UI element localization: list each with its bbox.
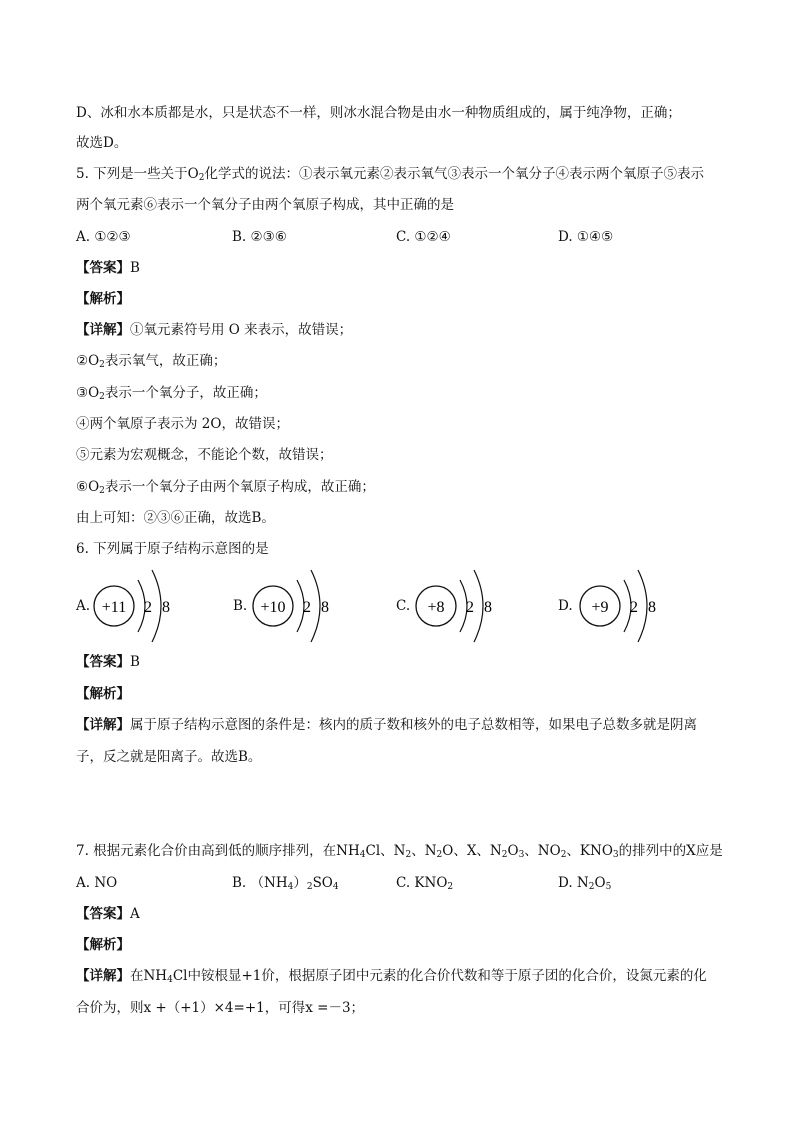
q5-detail-3: $③O_2$表示一个氧分子，故正确； xyxy=(76,385,267,402)
q6-atom-c-shell1: 2 xyxy=(466,599,474,616)
q6-atom-diagram-c xyxy=(410,566,510,648)
q7-detail-1: 【详解】在$NH_4Cl$中铵根显+1价，根据原子团中元素的化合价代数和等于原子团的化合价，设氮元素的化 xyxy=(76,968,707,985)
q6-answer: 【答案】B xyxy=(76,654,140,670)
q6-option-c-label: C. xyxy=(396,598,411,614)
q6-atom-b-nucleus: +10 xyxy=(260,599,286,616)
q5-option-a: A. ①②③ xyxy=(76,229,131,245)
q7-option-c: C. $KNO_2$ xyxy=(396,875,454,892)
q6-atom-d-nucleus: +9 xyxy=(591,599,609,616)
q6-atom-a-nucleus: +11 xyxy=(101,599,127,616)
q6-atom-c-nucleus: +8 xyxy=(427,599,445,616)
q7-option-b: B. $(NH_4)_2SO_4$ xyxy=(232,875,339,892)
q6-atom-d-shell1: 2 xyxy=(630,599,638,616)
q5-detail-5: ⑤元素为宏观概念，不能论个数，故错误； xyxy=(76,447,333,463)
prev-option-d-line: D、冰和水本质都是水，只是状态不一样，则冰水混合物是由水一种物质组成的，属于纯净物，正确； xyxy=(76,105,681,121)
q5-detail-7: 由上可知：②③⑥正确，故选B。 xyxy=(76,510,275,526)
q5-analysis-tag: 【解析】 xyxy=(76,291,130,307)
q5-answer: 【答案】B xyxy=(76,260,140,276)
q6-atom-diagram-a xyxy=(88,566,188,648)
q5-detail-6: $⑥O_2$表示一个氧分子由两个氧原子构成，故正确； xyxy=(76,479,375,496)
q6-atom-a-shell1: 2 xyxy=(144,599,152,616)
q6-option-d-label: D. xyxy=(558,598,573,614)
q6-atom-a-shell2: 8 xyxy=(162,599,170,616)
q6-detail-2: 子，反之就是阳离子。故选B。 xyxy=(76,749,262,765)
q5-detail-1: 【详解】①氧元素符号用 O 来表示，故错误； xyxy=(76,322,353,338)
q5-stem-line2: 两个氧元素⑥表示一个氧分子由两个氧原子构成，其中正确的是 xyxy=(76,197,454,213)
q5-option-b: B. ②③⑥ xyxy=(232,229,287,245)
q7-option-a: A. NO xyxy=(76,875,118,891)
q5-detail-2: $②O_2$表示氧气，故正确； xyxy=(76,353,227,370)
q6-atom-b-shell2: 8 xyxy=(321,599,329,616)
q7-analysis-tag: 【解析】 xyxy=(76,937,130,953)
q6-option-a-label: A. xyxy=(76,598,91,614)
q7-answer: 【答案】A xyxy=(76,906,140,922)
q6-atom-d-shell2: 8 xyxy=(648,599,656,616)
q6-atom-c-shell2: 8 xyxy=(484,599,492,616)
q6-detail-1: 【详解】属于原子结构示意图的条件是：核内的质子数和核外的电子总数相等，如果电子总数多就是阴离 xyxy=(76,717,697,733)
q6-stem: 6. 下列属于原子结构示意图的是 xyxy=(76,541,269,557)
q7-option-d: D. $N_2O_5$ xyxy=(558,875,612,892)
q7-detail-2: 合价为，则x +（+1）×4=+1，可得x =－3； xyxy=(76,1000,365,1016)
q6-atom-diagram-d xyxy=(574,566,674,648)
q6-option-b-label: B. xyxy=(233,598,248,614)
q5-option-c: C. ①②④ xyxy=(396,229,451,245)
q6-atom-b-shell1: 2 xyxy=(303,599,311,616)
q6-atom-diagram-b xyxy=(247,566,347,648)
q7-stem: 7. 根据元素化合价由高到低的顺序排列，在$NH_4Cl$、$N_2$、$N_2O$、X、$N_2O_3$、$NO_2$、$KNO_3$的排列中的X应是 xyxy=(76,843,723,860)
prev-choose-line: 故选D。 xyxy=(76,135,128,151)
q5-option-d: D. ①④⑤ xyxy=(558,229,614,245)
q5-stem-line1: 5. 下列是一些关于$O_2$化学式的说法：①表示氧元素②表示氧气③表示一个氧分子④表示两个氧原子⑤表示 xyxy=(76,166,704,183)
q6-analysis-tag: 【解析】 xyxy=(76,686,130,702)
q5-detail-4: ④两个氧原子表示为 2O，故错误； xyxy=(76,416,289,432)
